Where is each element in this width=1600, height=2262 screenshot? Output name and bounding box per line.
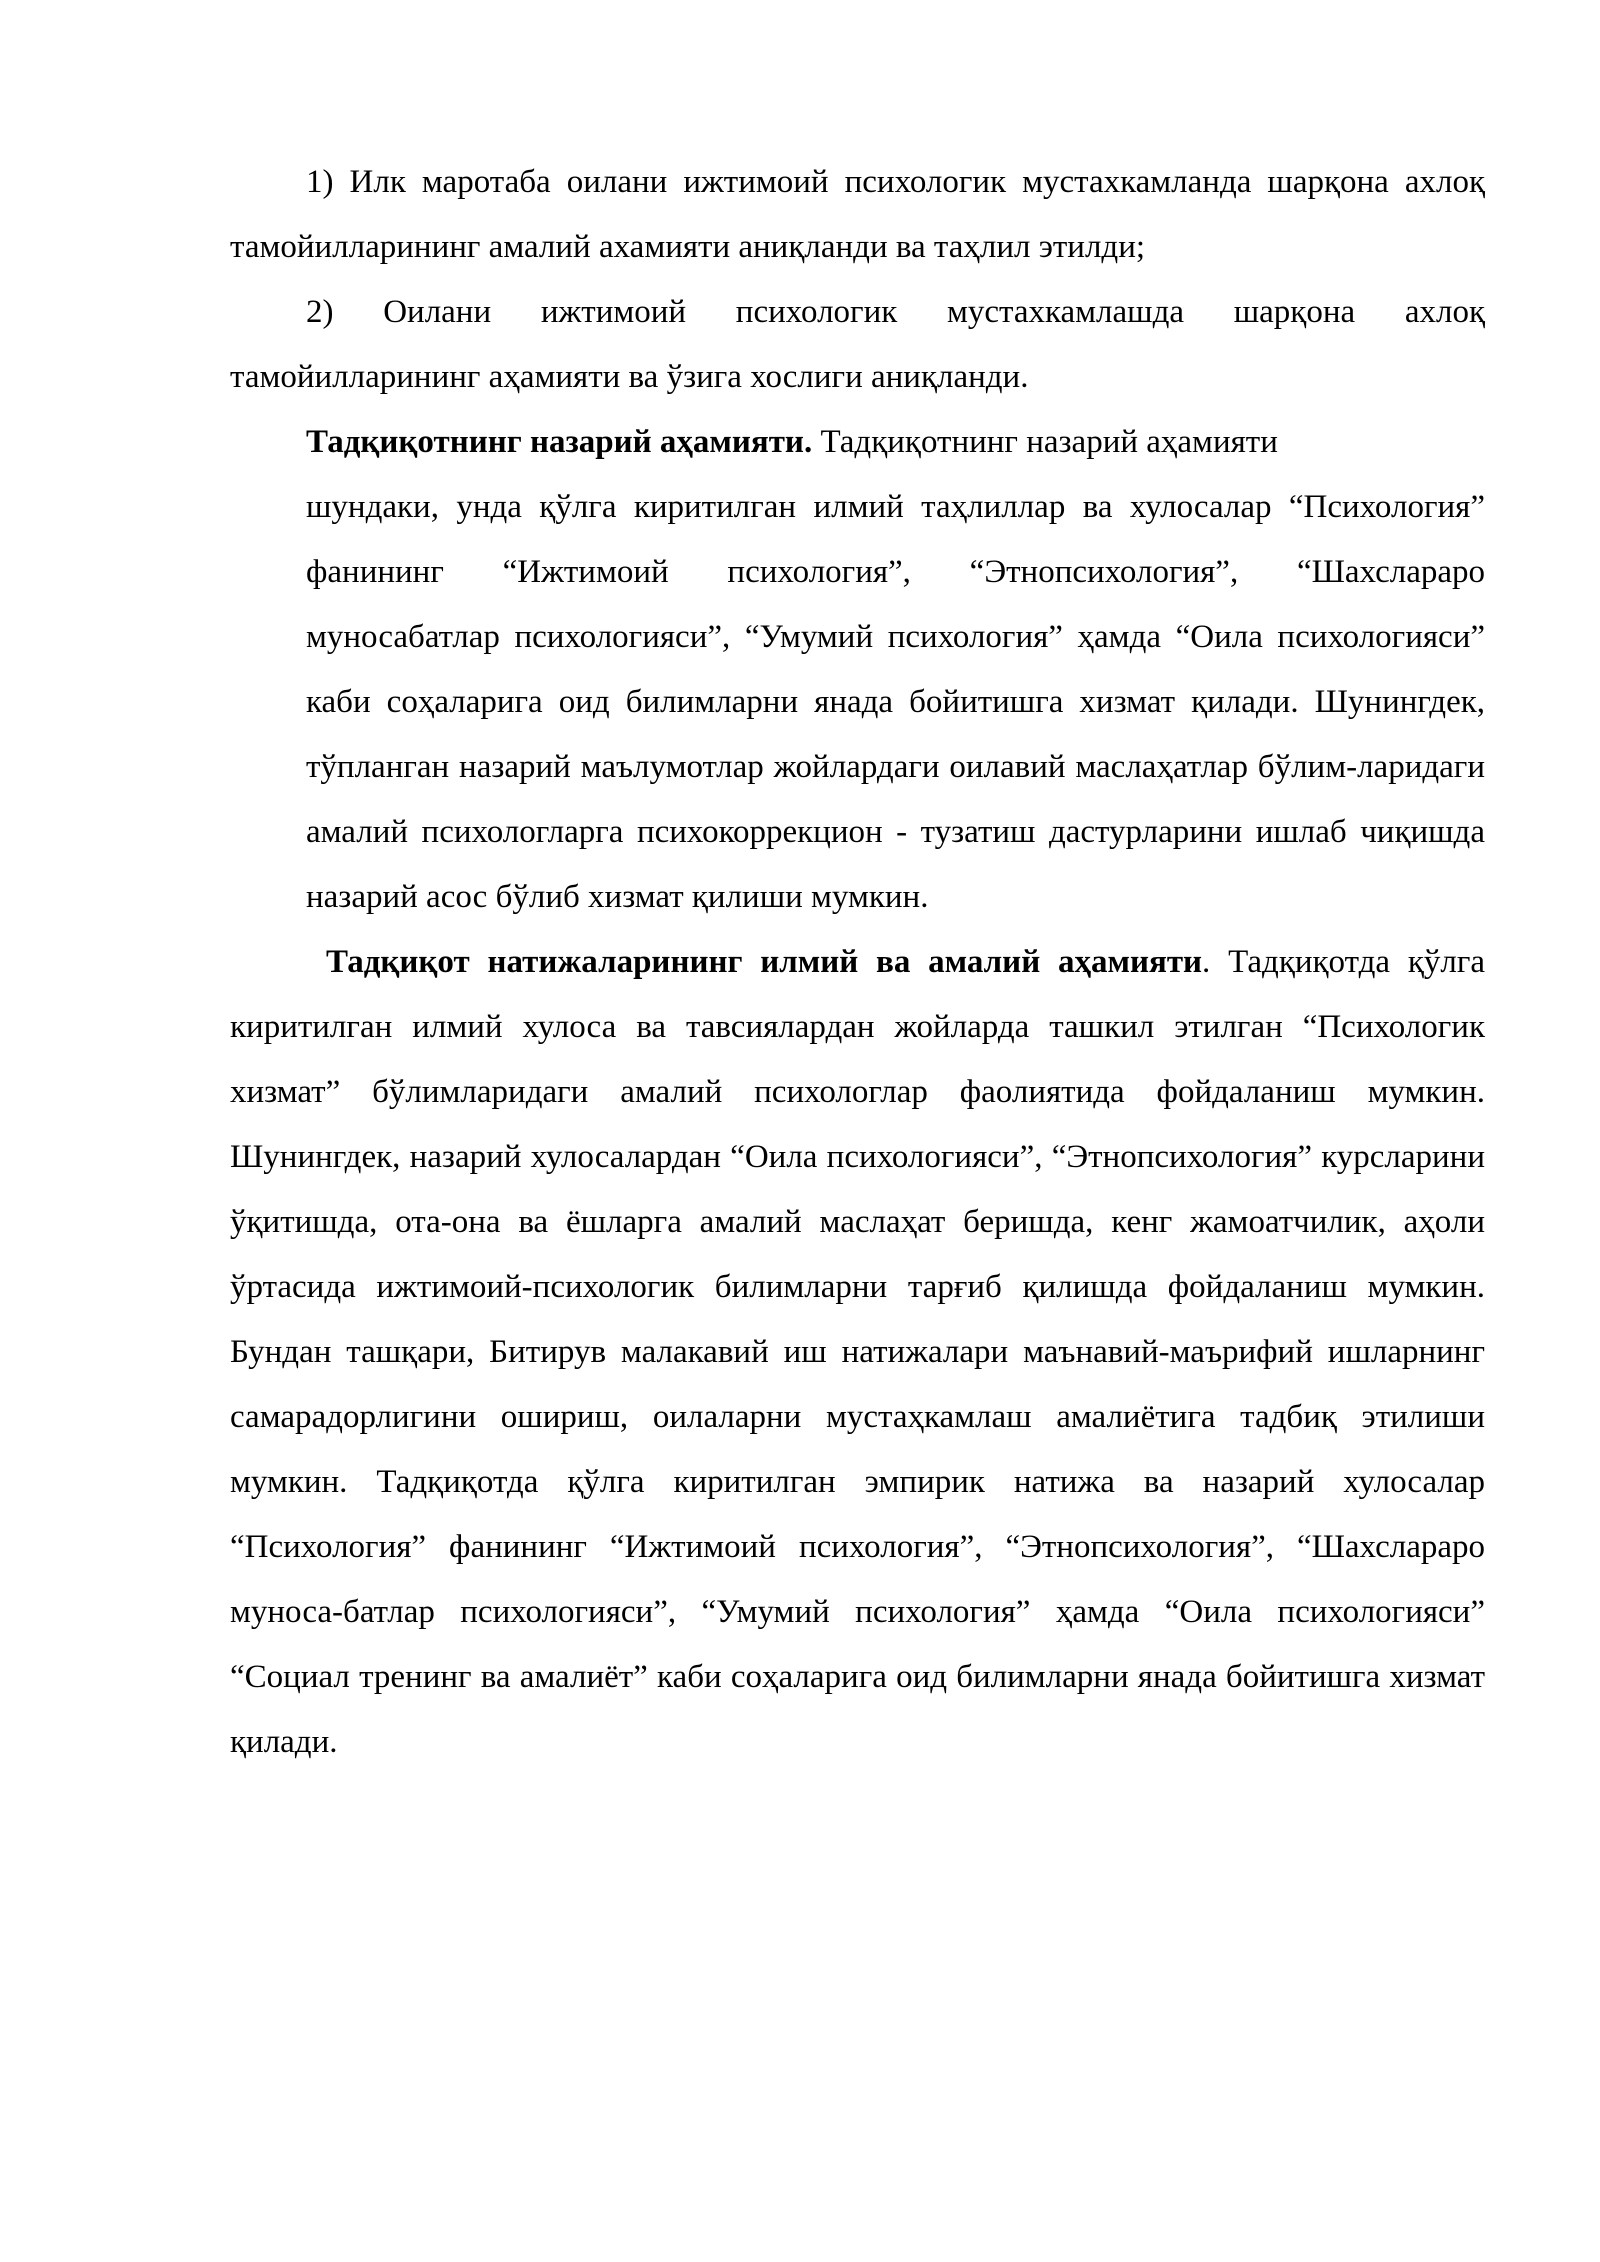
theory-significance-paragraph: шундаки, унда қўлга киритилган илмий таҳлиллар ва хулосалар “Психология” фанининг “Ижтимоий психология”, “Этнопсихология”, “Шахслараро муносабатлар психологияси”, “Умумий психология” ҳамда “Оила психологияси” каби соҳаларига оид билимларни янада бойитишга хизмат қилади. Шунингдек, тўпланган назарий маълумотлар жойлардаги оилавий маслаҳатлар бўлим-ларидаги амалий психологларга психокоррекцион - тузатиш дастурларини ишлаб чиқишда назарий асос бўлиб хизмат қилиши мумкин. [306, 489, 1485, 915]
practical-significance-paragraph [230, 930, 1485, 1775]
theory-significance-lead: Тадқиқотнинг назарий аҳамияти [812, 424, 1278, 460]
theory-significance-heading: Тадқиқотнинг назарий аҳамияти. [306, 424, 813, 460]
document-body [230, 150, 1485, 1775]
list-item-1: 1) Илк маротаба оилани ижтимоий психологик мустахкамланда шарқона ахлоқ тамойилларининг амалий ахамияти аниқланди ва таҳлил этилди; [230, 164, 1485, 265]
practical-significance-body: . Тадқиқотда қўлга киритилган илмий хулоса ва тавсиялардан жойларда ташкил этилган “Психологик хизмат” бўлимларидаги амалий психологлар фаолиятида фойдаланиш мумкин. Шунингдек, назарий хулосалардан “Оила психологияси”, “Этнопсихология” курсларини ўқитишда, ота-она ва ёшларга амалий маслаҳат беришда, кенг жамоатчилик, аҳоли ўртасида ижтимоий-психологик билимларни тарғиб қилишда фойдаланиш мумкин. Бундан ташқари, Битирув малакавий иш натижалари маънавий-маърифий ишларнинг самарадорлигини ошириш, оилаларни мустаҳкамлаш амалиётига тадбиқ этилиши мумкин. Тадқиқотда қўлга киритилган эмпирик натижа ва назарий хулосалар “Психология” фанининг “Ижтимоий психология”, “Этнопсихология”, “Шахслараро муноса-батлар психологияси”, “Умумий психология” ҳамда “Оила психологияси” “Социал тренинг ва амалиёт” каби соҳаларига оид билимларни янада бойитишга хизмат қилади. [230, 944, 1485, 1760]
list-item-2: 2) Оилани ижтимоий психологик мустахкамлашда шарқона ахлоқ тамойилларининг аҳамияти ва ўзига хослиги аниқланди. [230, 294, 1485, 395]
practical-significance-heading: Тадқиқот натижаларининг илмий ва амалий аҳамияти [326, 944, 1203, 980]
theory-significance-heading-line [230, 410, 1485, 475]
